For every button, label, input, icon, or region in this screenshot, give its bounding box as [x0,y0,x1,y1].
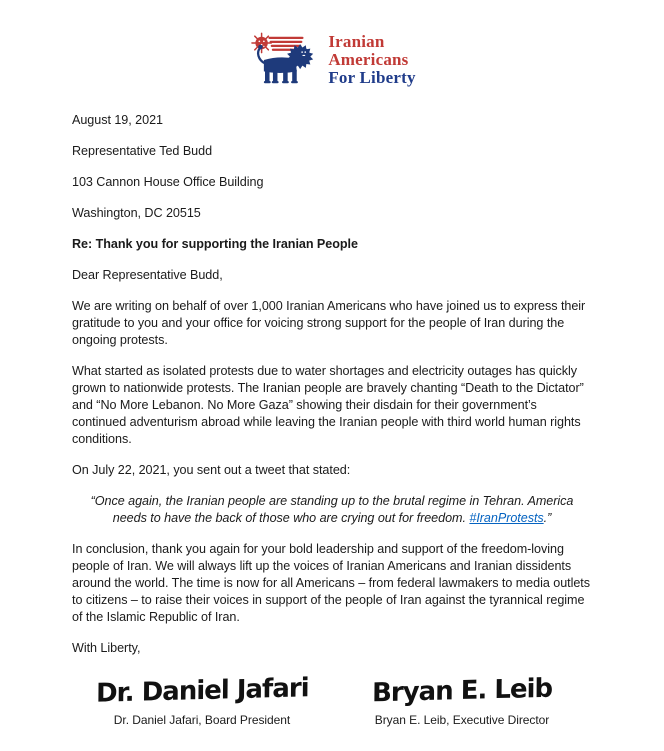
lion-and-sun-logo-icon [248,30,316,90]
org-name-line1: Iranian [328,32,385,51]
tweet-intro: On July 22, 2021, you sent out a tweet that stated: [72,463,351,477]
salutation: Dear Representative Budd, [72,268,223,282]
recipient-address2: Washington, DC 20515 [72,206,201,220]
subject-line: Re: Thank you for supporting the Iranian People [72,237,358,251]
signature-script-daniel-jafari: Dr. Daniel Jafari [95,673,309,709]
iranprotests-hashtag-link[interactable]: #IranProtests [469,511,544,525]
recipient-address-block [72,143,592,222]
signature-right [332,673,592,729]
closing: With Liberty, [72,641,141,655]
tweet-quote [72,493,592,527]
signature-block [72,673,592,729]
signature-left [72,673,332,729]
paragraph-3: In conclusion, thank you again for your bold leadership and support of the freedom-loving people of Iran. We will always lift up the voices of Iranian Americans and Iranian dissidents around the world. The time is now for all Americans – from federal lawmakers to media outlets to citizens – to raise their voices in support of the people of Iran against the tyrannical regime of the Islamic Republic of Iran. [72,542,590,624]
signature-script-bryan-leib: Bryan E. Leib [371,673,553,709]
signature-caption-bryan-leib: Bryan E. Leib, Executive Director [374,713,550,727]
tweet-quote-end: .” [543,511,552,525]
letter-body [72,112,592,729]
sun-icon [252,33,271,52]
paragraph-2: What started as isolated protests due to water shortages and electricity outages has quickly grown to nationwide protests. The Iranian people are bravely chanting “Death to the Dictator” and “No More Lebanon. No More Gaza” showing their disdain for their government’s continued adventurism abroad while leaving the Iranian people with third world human rights conditions. [72,364,584,446]
signature-caption-daniel-jafari: Dr. Daniel Jafari, Board President [113,713,291,727]
letter-date: August 19, 2021 [72,113,163,127]
recipient-name: Representative Ted Budd [72,144,213,158]
letterhead [72,30,592,90]
org-name-line2: Americans [328,50,409,69]
org-name [328,33,415,87]
recipient-address1: 103 Cannon House Office Building [72,175,264,189]
tweet-quote-start: “Once again, the Iranian people are standing up to the brutal regime in Tehran. America needs to have the back of those who are crying out for freedom. [90,494,574,525]
paragraph-1: We are writing on behalf of over 1,000 Iranian Americans who have joined us to express their gratitude to you and your office for voicing strong support for the people of Iran during the ongoing protests. [72,299,586,347]
org-name-line3: For Liberty [328,68,416,87]
